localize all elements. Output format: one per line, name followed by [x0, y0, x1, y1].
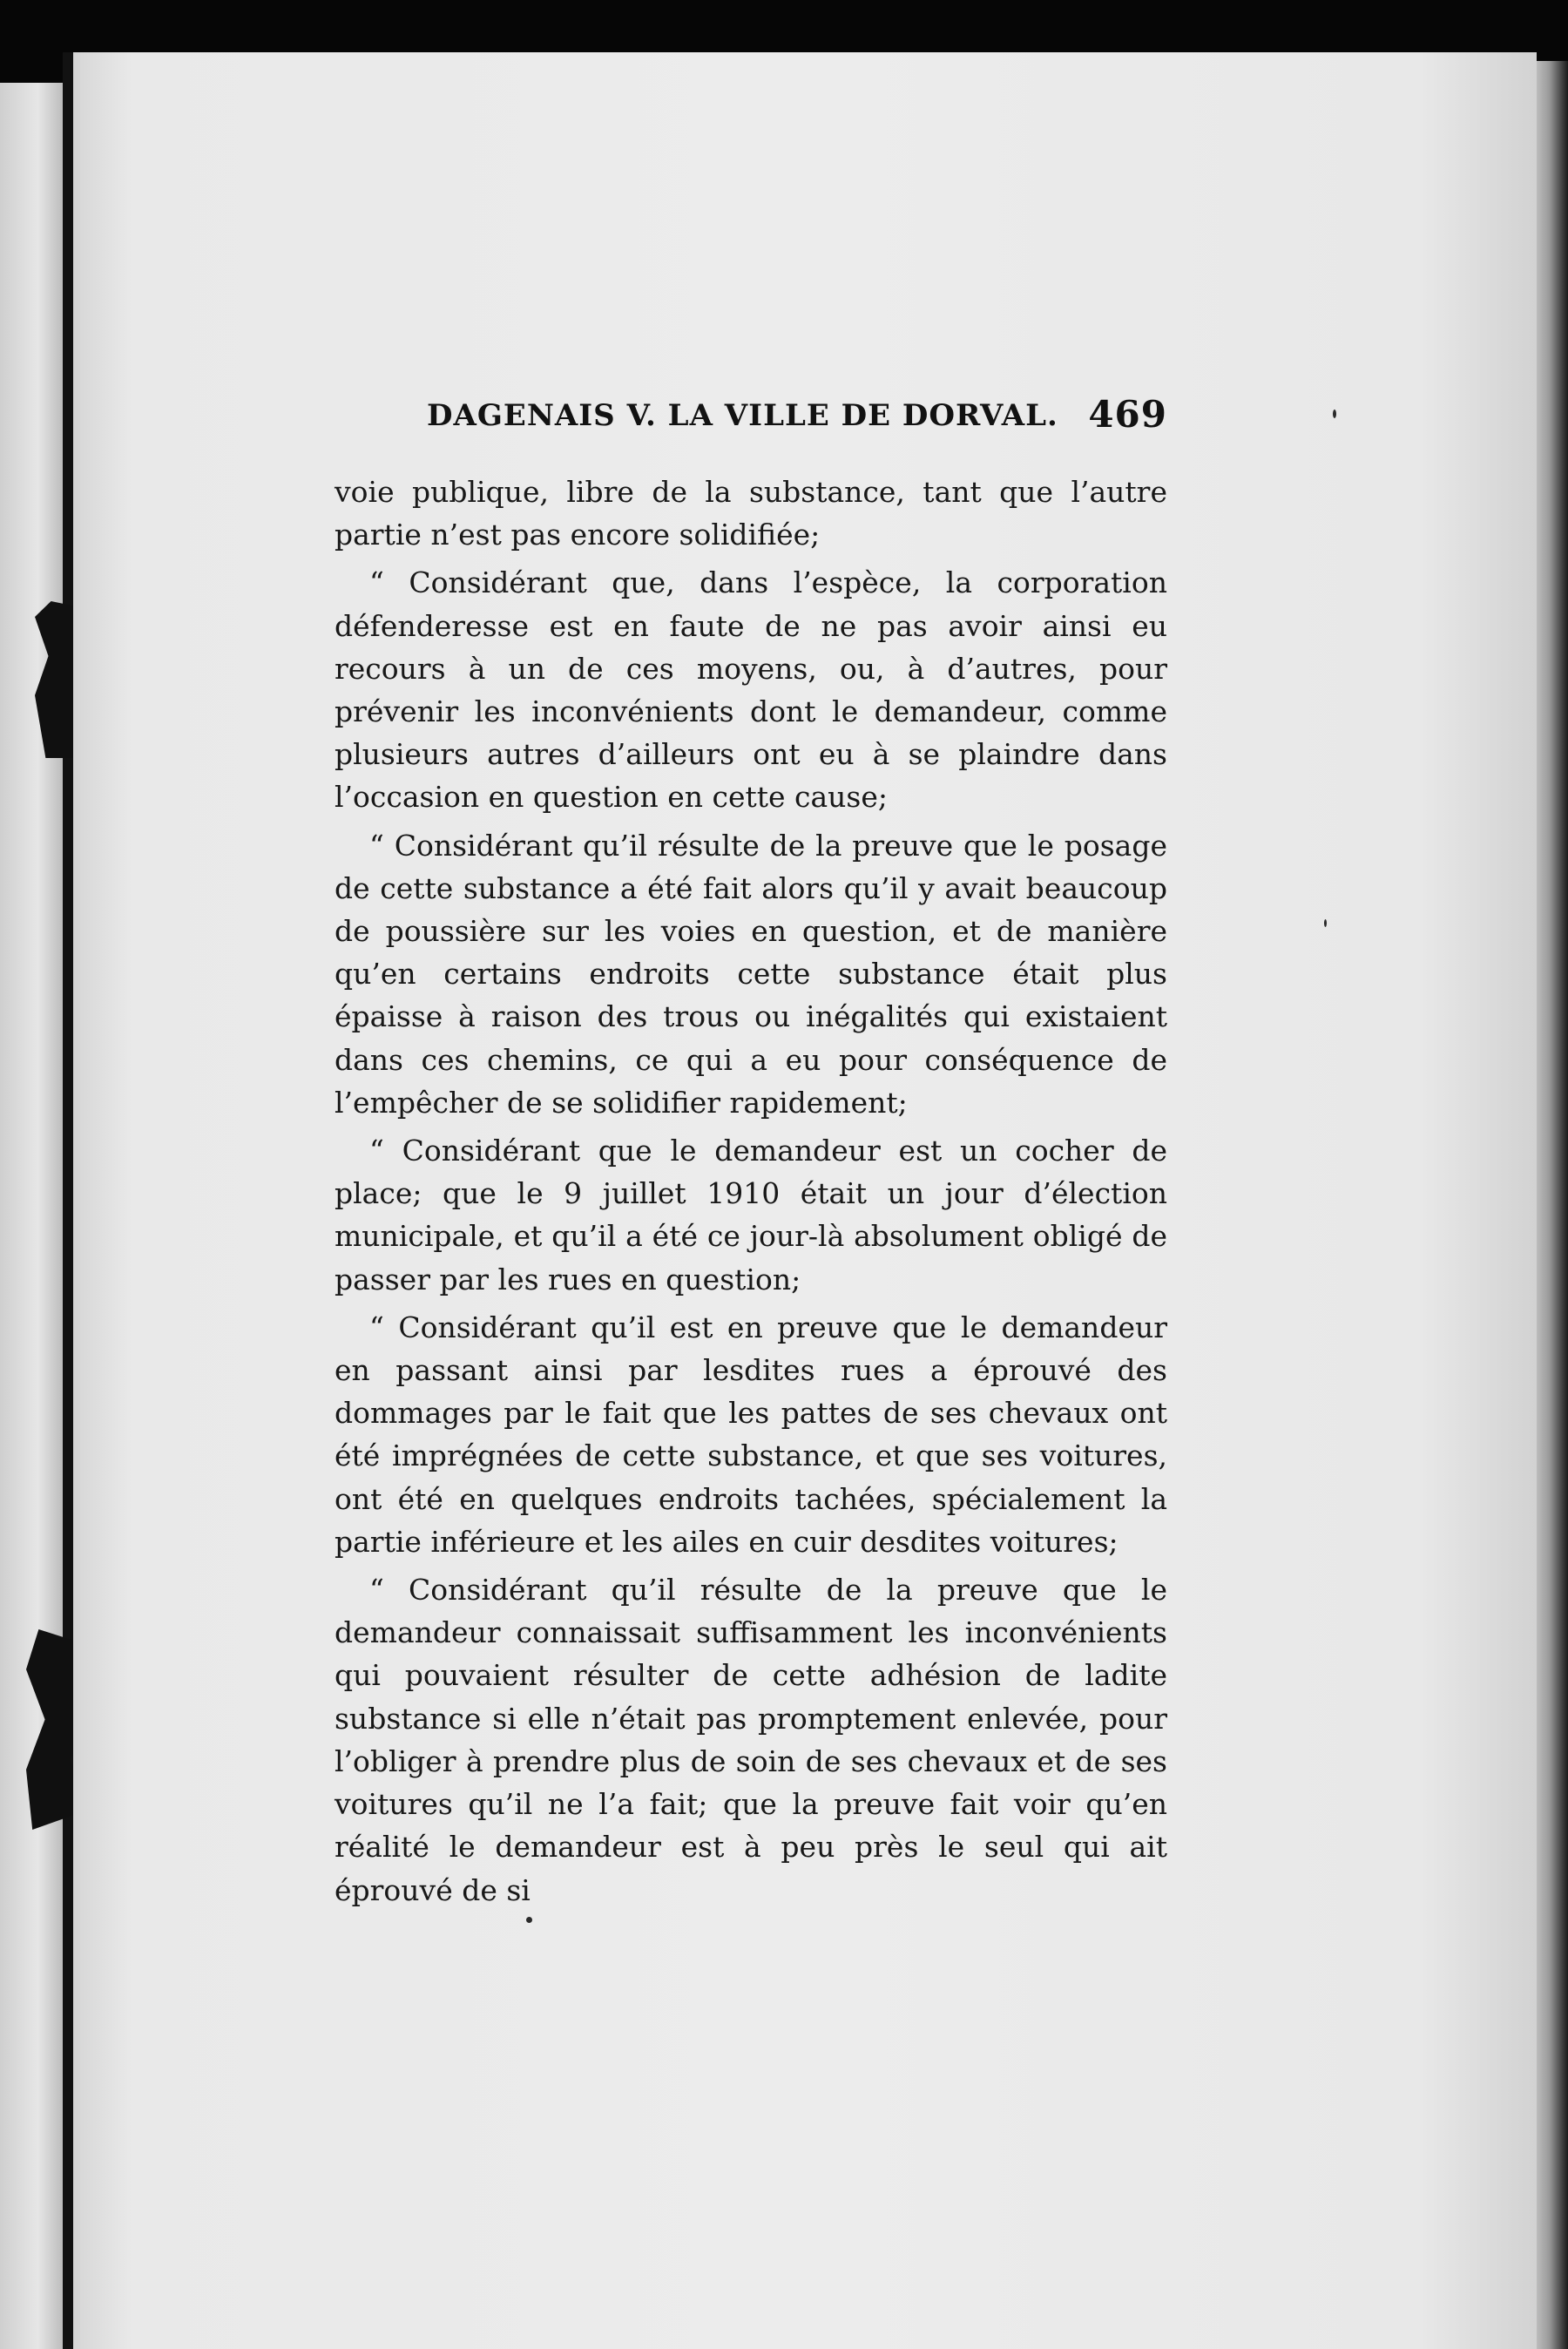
paragraph: “ Considérant qu’il est en preuve que le demandeur en passant ainsi par lesdites rues a éprouvé des dommages par le fait que les pattes de ses chevaux ont été imprégnées de cette substance, et que ses voitures, ont été en quelques endroits tachées, spécialement la partie inférieure et les ailes en cuir desdites voitures; — [335, 1310, 1167, 1559]
ink-speck — [1324, 919, 1327, 927]
binding-gutter — [63, 52, 73, 2349]
paragraph: “ Considérant que, dans l’espèce, la corporation défenderesse est en faute de ne pas avoir ainsi eu recours à un de ces moyens, ou, à d’autres, pour prévenir les inconvénients dont le demandeur, comme plusieurs autres d’ailleurs ont eu à se plaindre dans l’occasion en question en cette cause; — [335, 565, 1167, 815]
running-head-title: DAGENAIS V. LA VILLE DE DORVAL. — [427, 398, 1058, 433]
paragraph: “ Considérant que le demandeur est un cocher de place; que le 9 juillet 1910 était un jour d’élection municipale, et qu’il a été ce jour-là absolument obligé de passer par les rues en question; — [335, 1134, 1167, 1296]
paragraph: voie publique, libre de la substance, tant que l’autre partie n’est pas encore solidifiée; — [335, 475, 1167, 552]
body-text — [335, 470, 1167, 1917]
previous-page-edge — [0, 83, 63, 2349]
page-edge-shadow — [1537, 61, 1568, 2349]
page-number: 469 — [1088, 393, 1167, 436]
paragraph: “ Considérant qu’il résulte de la preuve que le posage de cette substance a été fait alors qu’il y avait beaucoup de poussière sur les voies en question, et de manière qu’en certains endroits cette substance était plus épaisse à raison des trous ou inégalités qui existaient dans ces chemins, ce qui a eu pour conséquence de l’empêcher de se solidifier rapidement; — [335, 828, 1167, 1120]
running-head — [427, 389, 1176, 442]
paragraph: “ Considérant qu’il résulte de la preuve que le demandeur connaissait suffisamment les inconvénients qui pouvaient résulter de cette adhésion de ladite substance si elle n’était pas promptement enlevée, pour l’obliger à prendre plus de soin de ses chevaux et de ses voitures qu’il ne l’a fait; que la preuve fait voir qu’en réalité le demandeur est à peu près le seul qui ait éprouvé de si — [335, 1573, 1167, 1907]
ink-speck — [526, 1917, 532, 1923]
ink-speck — [1333, 410, 1336, 418]
